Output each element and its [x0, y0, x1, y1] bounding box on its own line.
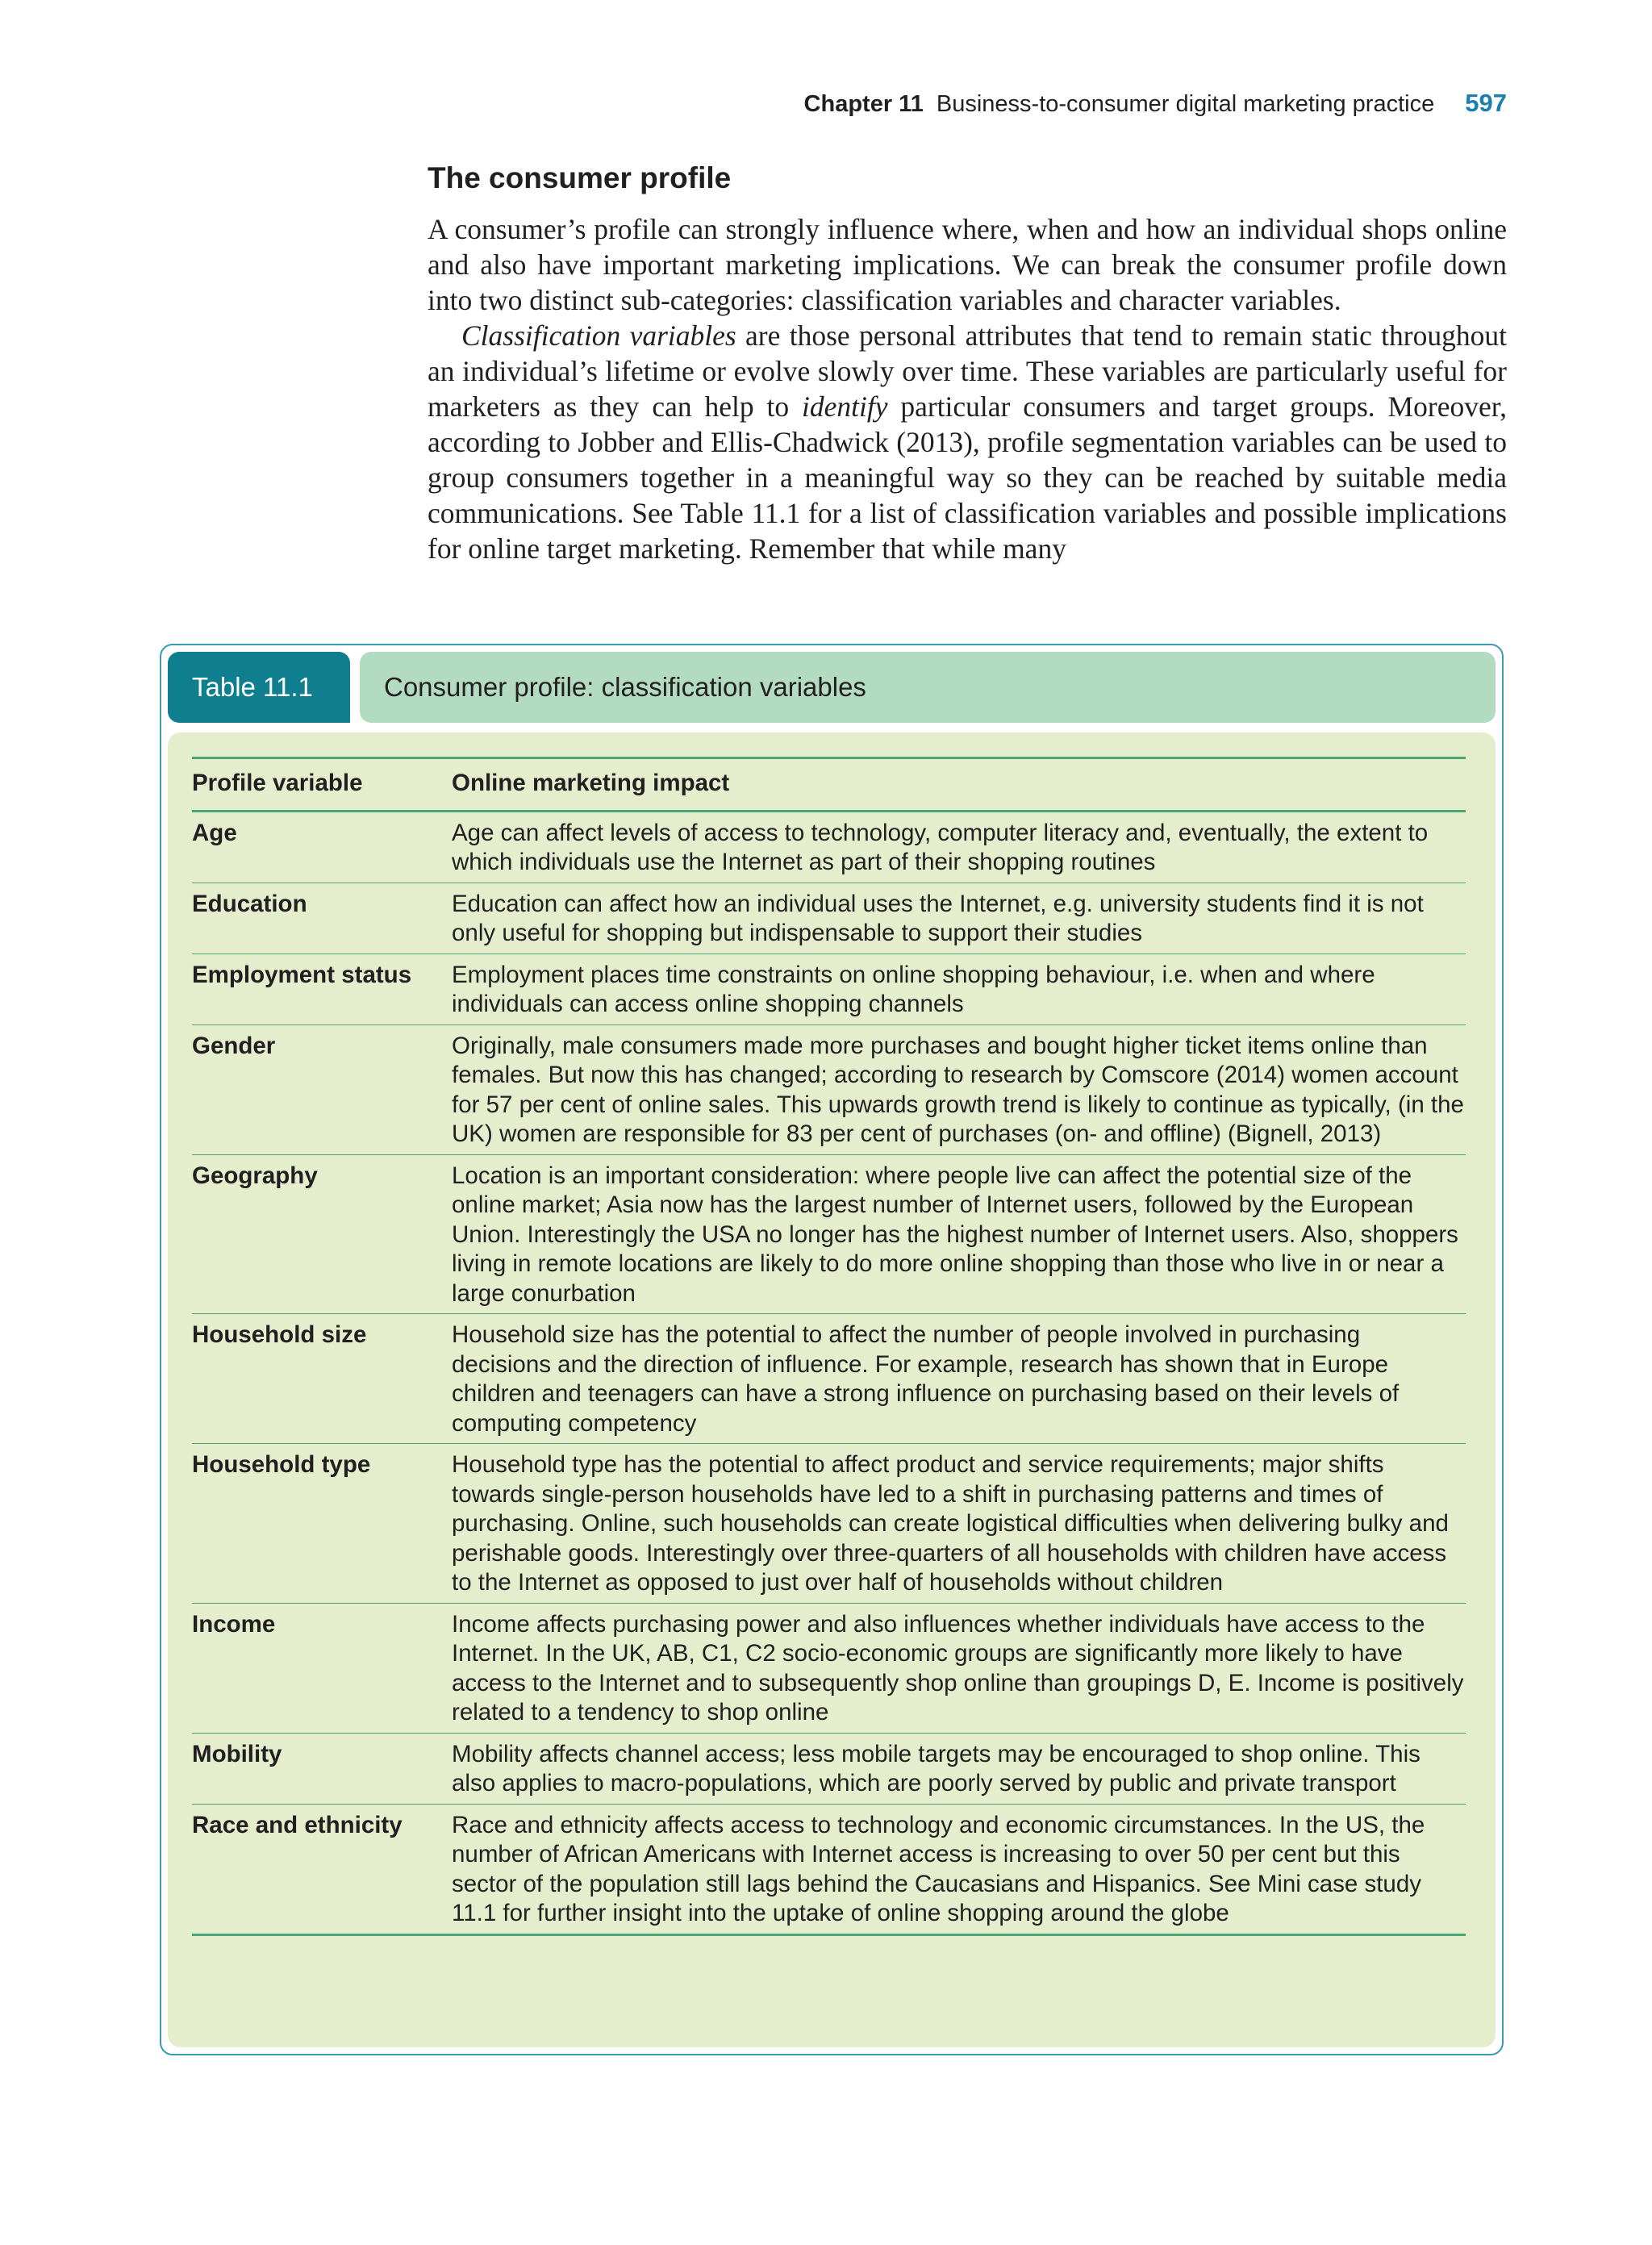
table-row: [192, 1024, 1466, 1154]
row-impact: Mobility affects channel access; less mobile targets may be encouraged to shop online. This also applies to macro-populations, which are poorly served by public and private transport: [452, 1733, 1466, 1804]
row-impact: Race and ethnicity affects access to technology and economic circumstances. In the US, the number of African Americans with Internet access is increasing to over 50 per cent but this sector of the population still lags behind the Caucasians and Hispanics. See Mini case study 11.1 for further insight into the uptake of online shopping around the globe: [452, 1804, 1466, 1934]
row-impact: Employment places time constraints on online shopping behaviour, i.e. when and where individuals can access online shopping channels: [452, 953, 1466, 1024]
row-variable: Geography: [192, 1154, 452, 1314]
paragraph-2-part-1: are those personal attributes that tend to remain static throughout an individual’s lifetime or evolve slowly over time. These variables are particularly useful for marketers as they can help to: [428, 319, 1507, 423]
row-variable: Age: [192, 819, 237, 846]
table-row: [192, 1314, 1466, 1444]
table-row: [192, 1603, 1466, 1733]
row-impact: Household size has the potential to affect the number of people involved in purchasing decisions and the direction of influence. For example, research has shown that in Europe children and teenagers can have a strong influence on purchasing based on their levels of computing competency: [452, 1314, 1466, 1444]
table-row: [192, 1804, 1466, 1934]
row-variable: Mobility: [192, 1733, 452, 1804]
table-label: Table 11.1: [168, 652, 350, 723]
table-row: [192, 811, 1466, 883]
italic-lead: Classification variables: [461, 319, 736, 352]
section-heading: The consumer profile: [428, 161, 732, 194]
row-impact: Income affects purchasing power and also influences whether individuals have access to the Internet. In the UK, AB, C1, C2 socio-economic groups are significantly more likely to have access to the Internet and to subsequently shop online than groupings D, E. Income is positively related to a tendency to shop online: [452, 1603, 1466, 1733]
table-row: [192, 953, 1466, 1024]
row-impact: Age can affect levels of access to technology, computer literacy and, eventually, the extent to which individuals use the Internet as part of their shopping routines: [452, 819, 1429, 875]
row-variable: Household type: [192, 1444, 452, 1604]
row-impact: Household type has the potential to affect product and service requirements; major shifts towards single-person households have led to a shift in purchasing patterns and times of purchasing. Online, such households can create logistical difficulties when delivering bulky and perishable goods. Interestingly over three-quarters of all households with children have access to the Internet as opposed to just over half of households without children: [452, 1444, 1466, 1604]
column-header-impact: Online marketing impact: [452, 758, 1466, 812]
row-variable: Income: [192, 1603, 452, 1733]
italic-word: identify: [801, 390, 888, 423]
row-variable: Household size: [192, 1314, 452, 1444]
paragraph-2: [428, 318, 1507, 566]
body-text: [428, 211, 1507, 566]
table-row: [192, 1733, 1466, 1804]
row-variable: Employment status: [192, 953, 452, 1024]
paragraph-1: A consumer’s profile can strongly influence where, when and how an individual shops online and also have important marketing implications. We can break the consumer profile down into two distinct sub-categories: classification variables and character variables.: [428, 213, 1507, 316]
table-box: [160, 644, 1504, 2055]
page-number: 597: [1465, 89, 1507, 117]
running-head: [804, 89, 1507, 118]
column-header-variable: Profile variable: [192, 758, 452, 812]
row-impact: Location is an important consideration: where people live can affect the potential size of the online market; Asia now has the largest number of Internet users, followed by the European Union. Interestingly the USA no longer has the highest number of Internet users. Also, shoppers living in remote locations are likely to do more online shopping than those who live in or near a large conurbation: [452, 1154, 1466, 1314]
table-row: [192, 883, 1466, 953]
row-variable: Education: [192, 883, 452, 953]
chapter-title: Business-to-consumer digital marketing practice: [936, 91, 1435, 117]
row-variable: Gender: [192, 1024, 452, 1154]
table-row: [192, 1444, 1466, 1604]
row-variable: Race and ethnicity: [192, 1804, 452, 1934]
chapter-label: Chapter 11: [803, 91, 924, 117]
table-title: Consumer profile: classification variables: [360, 652, 1496, 723]
table-panel: [168, 732, 1496, 2047]
paragraph-2-part-2: particular consumers and target groups. Moreover, according to Jobber and Ellis-Chadwick (2013), profile segmentation variables can be used to group consumers together in a meaningful way so they can be reached by suitable media communications. See Table 11.1 for a list of classification variables and possible implications for online target marketing. Remember that while many: [428, 390, 1507, 565]
table-header-row: [192, 758, 1466, 812]
classification-table: [192, 757, 1466, 1936]
row-impact: Originally, male consumers made more purchases and bought higher ticket items online than females. But now this has changed; according to research by Comscore (2014) women account for 57 per cent of online sales. This upwards growth trend is likely to continue as typically, (in the UK) women are responsible for 83 per cent of purchases (on- and offline) (Bignell, 2013): [452, 1024, 1466, 1154]
table-row: [192, 1154, 1466, 1314]
row-impact: Education can affect how an individual uses the Internet, e.g. university students find it is not only useful for shopping but indispensable to support their studies: [452, 883, 1466, 953]
